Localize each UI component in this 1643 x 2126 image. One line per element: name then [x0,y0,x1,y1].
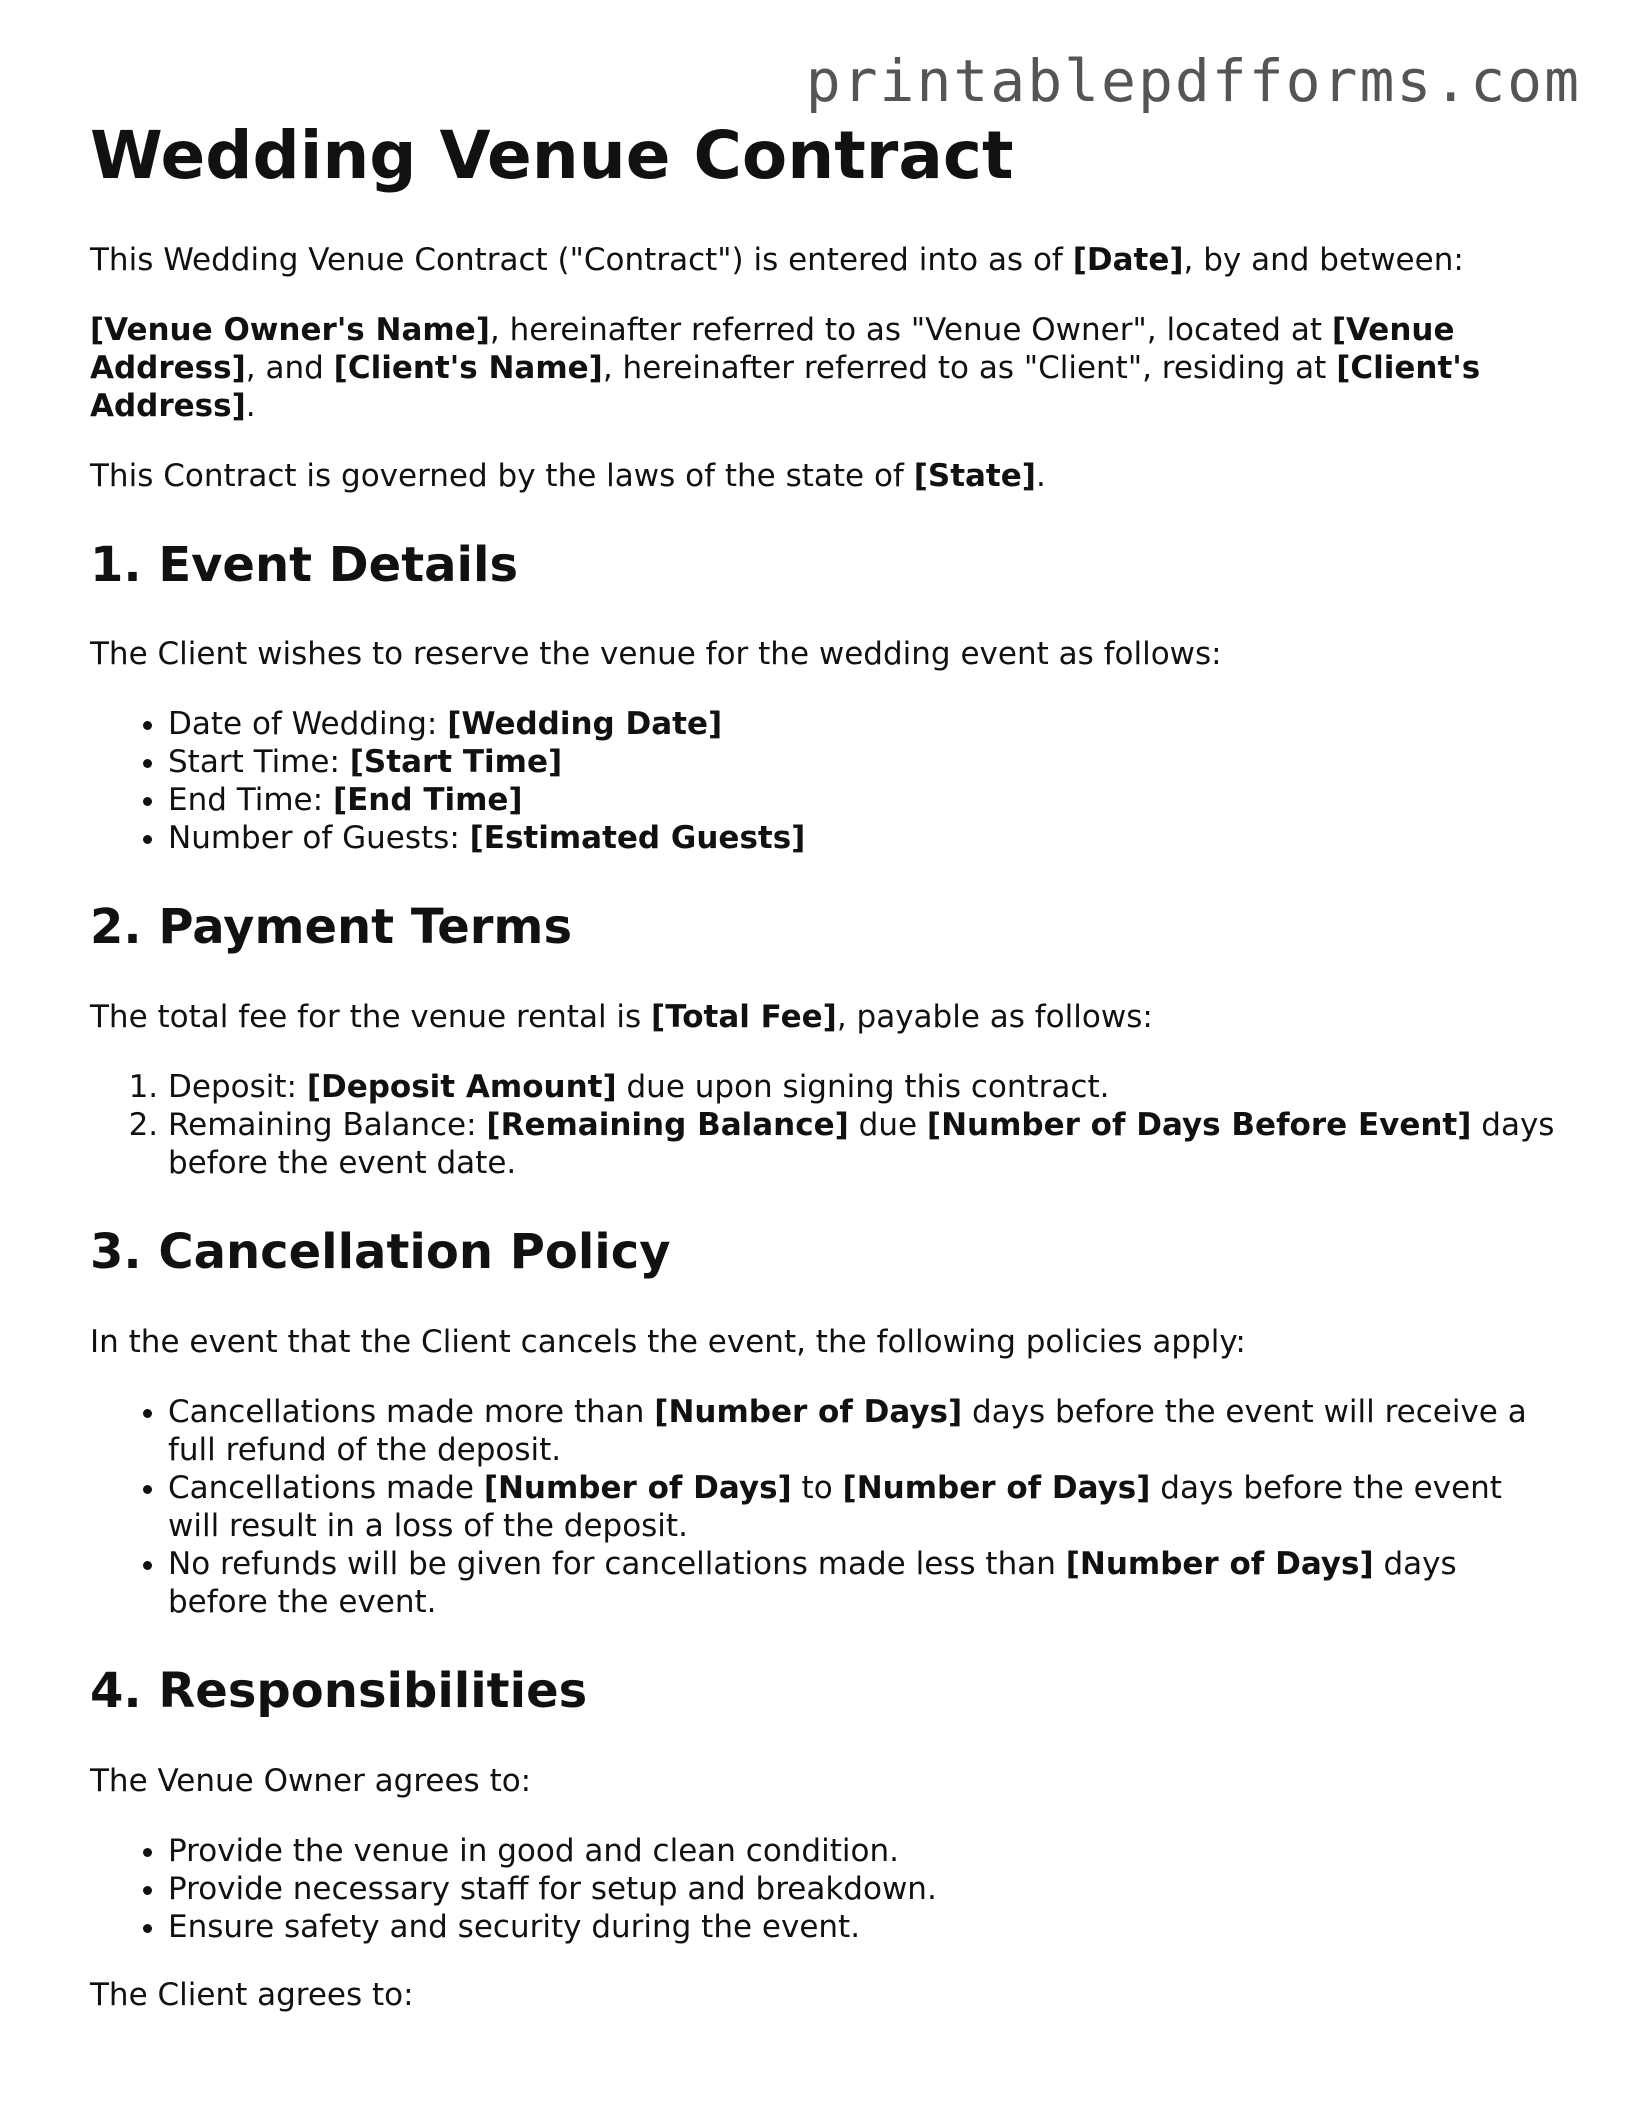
list-item: • Ensure safety and security during the event. [168,1908,1560,1946]
list-item: 1. Deposit: [Deposit Amount] due upon signing this contract. [168,1068,1560,1106]
client-address-placeholder: [Client's Address] [90,349,1481,424]
document-page [90,110,1560,2046]
governing-law-paragraph: This Contract is governed by the laws of the state of [State]. [90,457,1046,494]
cancellation-intro: In the event that the Client cancels the event, the following policies apply: [90,1323,1246,1360]
parties-paragraph: [Venue Owner's Name], hereinafter referred to as "Venue Owner", located at [Venue Address], and [Client's Name], hereinafter referred to as "Client", residing at [Client's Address]. [90,311,1481,424]
event-details-list [90,705,1560,857]
payment-intro: The total fee for the venue rental is [Total Fee], payable as follows: [90,999,1153,1036]
section-heading-payment-terms: 2. Payment Terms [90,899,573,956]
section-heading-cancellation-policy: 3. Cancellation Policy [90,1224,671,1281]
cancellation-list [90,1393,1560,1621]
state-placeholder: [State] [913,457,1036,494]
list-item: 2. Remaining Balance: [Remaining Balance] due [Number of Days Before Event] days before the event date. [168,1106,1560,1182]
section-heading-responsibilities: 4. Responsibilities [90,1662,588,1719]
venue-address-placeholder: [Venue Address] [90,311,1455,386]
page-title: Wedding Venue Contract [90,117,1014,194]
list-item: • Cancellations made more than [Number of Days] days before the event will receive a full refund of the deposit. [168,1393,1560,1469]
list-item: • Number of Guests: [Estimated Guests] [168,819,1560,857]
list-item: • Start Time: [Start Time] [168,743,1560,781]
list-item: • Date of Wedding: [Wedding Date] [168,705,1560,743]
payment-list [90,1068,1560,1182]
client-responsibilities-intro: The Client agrees to: [90,1976,414,2013]
owner-responsibilities-intro: The Venue Owner agrees to: [90,1762,532,1799]
list-item: • End Time: [End Time] [168,781,1560,819]
section-heading-event-details: 1. Event Details [90,536,519,593]
intro-paragraph: This Wedding Venue Contract ("Contract") is entered into as of [Date], by and between: [90,241,1464,278]
list-item: • No refunds will be given for cancellations made less than [Number of Days] days before the event. [168,1545,1560,1621]
date-placeholder: [Date] [1072,241,1184,278]
owner-responsibilities-list [90,1832,1560,1946]
list-item: • Provide the venue in good and clean condition. [168,1832,1560,1870]
event-intro: The Client wishes to reserve the venue for the wedding event as follows: [90,636,1222,673]
owner-name-placeholder: [Venue Owner's Name] [90,311,490,348]
client-name-placeholder: [Client's Name] [333,349,603,386]
list-item: • Cancellations made [Number of Days] to [Number of Days] days before the event will result in a loss of the deposit. [168,1469,1560,1545]
watermark: printablepdfforms.com [805,47,1581,115]
list-item: • Provide necessary staff for setup and breakdown. [168,1870,1560,1908]
